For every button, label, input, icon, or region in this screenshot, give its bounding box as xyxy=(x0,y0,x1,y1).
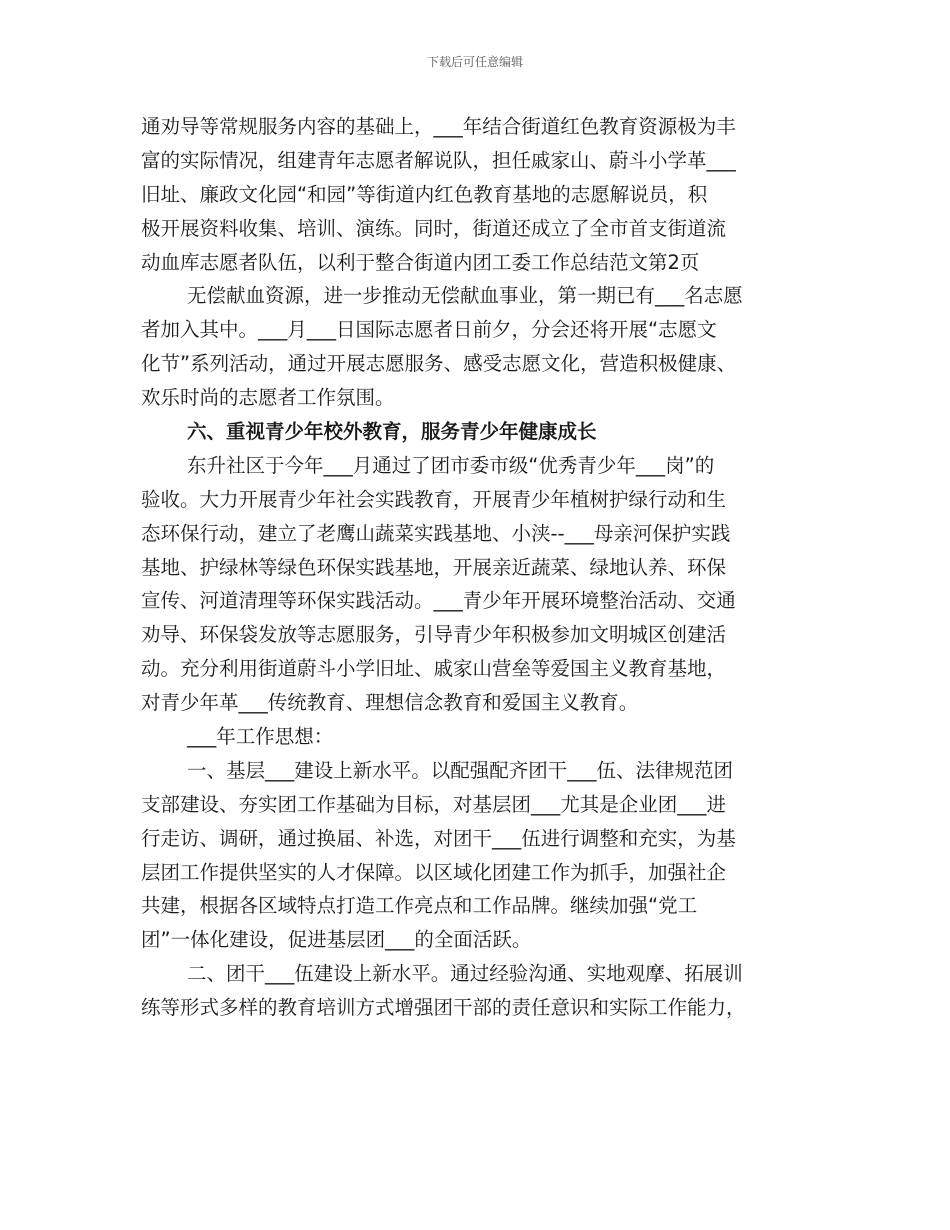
text-line: 基地、护绿林等绿色环保实践基地，开展亲近蔬菜、绿地认养、环保 xyxy=(141,555,727,579)
text-line: 层团工作提供坚实的人才保障。以区域化团建工作为抓手，加强社企 xyxy=(141,860,727,884)
section-heading: 六、重视青少年校外教育，服务青少年健康成长 xyxy=(187,420,597,444)
text-line: 动血库志愿者队伍，以利于整合街道内团工委工作总结范文第2页 xyxy=(141,250,700,274)
text-line: 共建，根据各区域特点打造工作亮点和工作品牌。继续加强“党工 xyxy=(141,894,698,918)
text-line: 化节”系列活动，通过开展志愿服务、感受志愿文化，营造积极健康、 xyxy=(141,352,737,376)
text-line: 欢乐时尚的志愿者工作氛围。 xyxy=(141,386,395,410)
text-line: 一、基层___建设上新水平。以配强配齐团干___伍、法律规范团 xyxy=(187,758,734,782)
text-line: 通劝导等常规服务内容的基础上，___年结合街道红色教育资源极为丰 xyxy=(141,115,736,138)
text-line: 支部建设、夯实团工作基础为目标，对基层团___尤其是企业团___进 xyxy=(141,792,727,816)
text-line: 东升社区于今年___月通过了团市委市级“优秀青少年___岗”的 xyxy=(187,453,715,477)
text-line: 二、团干___伍建设上新水平。通过经验沟通、实地观摩、拓展训 xyxy=(187,962,743,986)
text-line: 行走访、调研，通过换届、补选，对团干___伍进行调整和充实，为基 xyxy=(141,826,736,850)
text-line: 旧址、廉政文化园“和园”等街道内红色教育基地的志愿解说员，积 xyxy=(141,182,708,206)
text-line: 练等形式多样的教育培训方式增强团干部的责任意识和实际工作能力， xyxy=(141,996,746,1020)
text-line: 对青少年革___传统教育、理想信念教育和爱国主义教育。 xyxy=(141,691,639,715)
text-line: 劝导、环保袋发放等志愿服务，引导青少年积极参加文明城区创建活 xyxy=(141,623,727,647)
text-line: 无偿献血资源，进一步推动无偿献血事业，第一期已有___名志愿 xyxy=(187,284,743,308)
page-header: 下载后可任意编辑 xyxy=(426,55,523,69)
text-line: 极开展资料收集、培训、演练。同时，街道还成立了全市首支街道流 xyxy=(141,216,727,240)
text-line: 验收。大力开展青少年社会实践教育，开展青少年植树护绿行动和生 xyxy=(141,487,727,511)
text-line: 态环保行动，建立了老鹰山蔬菜实践基地、小浃--___母亲河保护实践 xyxy=(141,521,731,545)
text-line: ___年工作思想： xyxy=(187,725,334,749)
document-body xyxy=(141,110,831,1025)
text-line: 宣传、河道清理等环保实践活动。___青少年开展环境整治活动、交通 xyxy=(141,589,736,613)
text-line: 动。充分利用街道蔚斗小学旧址、戚家山营垒等爱国主义教育基地， xyxy=(141,657,727,681)
text-line: 富的实际情况，组建青年志愿者解说队，担任戚家山、蔚斗小学革___ xyxy=(141,148,736,172)
text-line: 者加入其中。___月___日国际志愿者日前夕，分会还将开展“志愿文 xyxy=(141,318,717,342)
text-line: 团”一体化建设，促进基层团___的全面活跃。 xyxy=(141,928,532,952)
